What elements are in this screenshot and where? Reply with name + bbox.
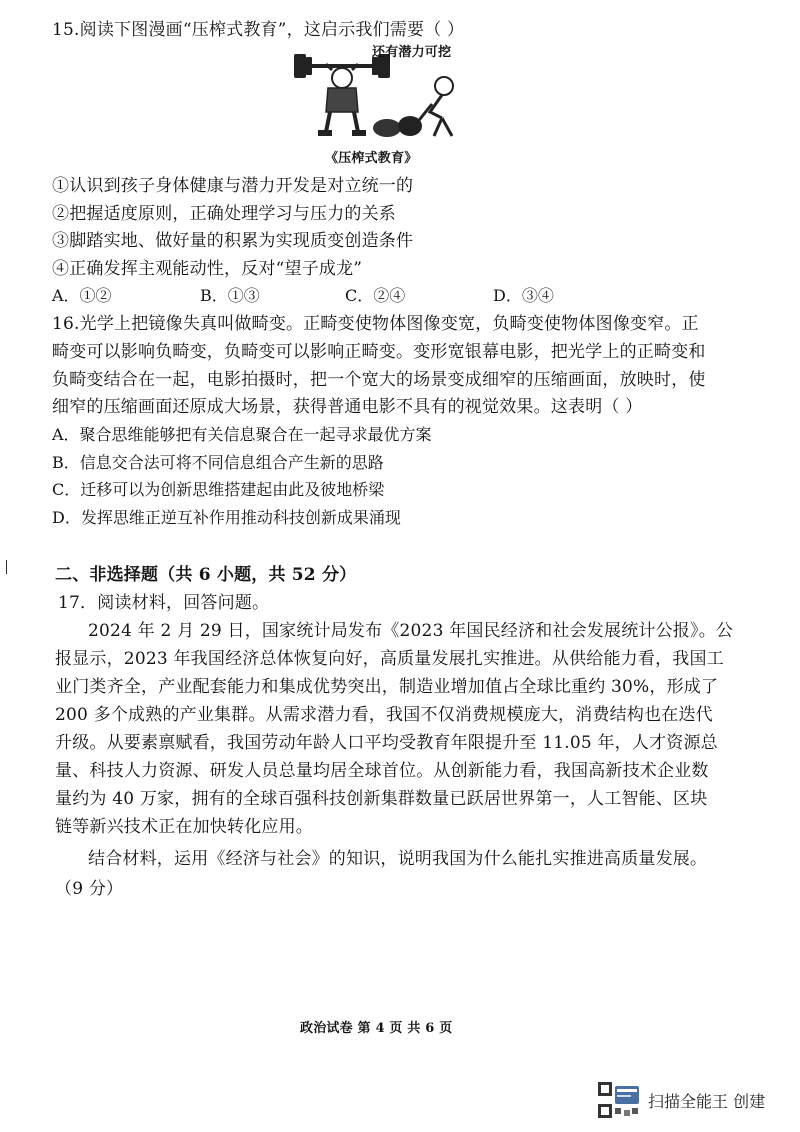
q15-option-a: A．①② (52, 286, 112, 305)
q15-statement-1: ①认识到孩子身体健康与潜力开发是对立统一的 (52, 176, 414, 196)
q16-stem-line-1: 16.光学上把镜像失真叫做畸变。正畸变使物体图像变宽，负畸变使物体图像变窄。正 (52, 314, 699, 334)
section-heading: 二、非选择题（共 6 小题，共 52 分） (55, 565, 357, 585)
q17-question-line-2: （9 分） (55, 879, 124, 899)
q17-material-line-6: 量、科技人力资源、研发人员总量均居全球首位。从创新能力看，我国高新技术企业数 (55, 761, 709, 781)
q16-stem-line-3: 负畸变结合在一起，电影拍摄时，把一个宽大的场景变成细窄的压缩画面，放映时，使 (52, 370, 706, 390)
q16-stem-line-4: 细窄的压缩画面还原成大场景，获得普通电影不具有的视觉效果。这表明（ ） (52, 397, 643, 417)
q15-statement-4: ④正确发挥主观能动性，反对“望子成龙” (52, 259, 363, 279)
q17-material-line-3: 业门类齐全，产业配套能力和集成优势突出，制造业增加值占全球比重约 30%，形成了 (55, 677, 719, 697)
scanner-logo-icon (598, 1082, 640, 1120)
q15-option-d: D．③④ (493, 286, 554, 305)
q15-statement-3: ③脚踏实地、做好量的积累为实现质变创造条件 (52, 231, 414, 251)
q17-question-line-1: 结合材料，运用《经济与社会》的知识，说明我国为什么能扎实推进高质量发展。 (88, 849, 708, 869)
page-footer: 政治试卷 第 4 页 共 6 页 (300, 1021, 453, 1036)
q17-material-line-4: 200 多个成熟的产业集群。从需求潜力看，我国不仅消费规模庞大，消费结构也在迭代 (55, 705, 713, 725)
cartoon-speech-text: 还有潜力可挖 (372, 45, 452, 60)
cartoon-caption: 《压榨式教育》 (325, 151, 418, 166)
scanner-watermark-text: 扫描全能王 创建 (648, 1092, 766, 1111)
q15-stem: 15.阅读下图漫画“压榨式教育”，这启示我们需要（ ） (52, 20, 465, 40)
q17-material-line-2: 报显示，2023 年我国经济总体恢复向好，高质量发展扎实推进。从供给能力看，我国工 (55, 649, 724, 669)
q17-material-line-7: 量约为 40 万家，拥有的全球百强科技创新集群数量已跃居世界第一，人工智能、区块 (55, 789, 708, 809)
q17-material-line-8: 链等新兴技术正在加快转化应用。 (55, 817, 313, 837)
q16-option-b: B．信息交合法可将不同信息组合产生新的思路 (52, 453, 384, 472)
q17-material-line-5: 升级。从要素禀赋看，我国劳动年龄人口平均受教育年限提升至 11.05 年，人才资源总 (55, 733, 718, 753)
q16-stem-line-2: 畸变可以影响负畸变，负畸变可以影响正畸变。变形宽银幕电影，把光学上的正畸变和 (52, 342, 706, 362)
q16-option-d: D．发挥思维正逆互补作用推动科技创新成果涌现 (52, 508, 401, 527)
q17-stem: 17．阅读材料，回答问题。 (58, 593, 270, 613)
margin-mark (6, 560, 7, 574)
q16-option-a: A．聚合思维能够把有关信息聚合在一起寻求最优方案 (52, 425, 432, 444)
q15-option-b: B．①③ (200, 286, 260, 305)
q16-option-c: C．迁移可以为创新思维搭建起由此及彼地桥梁 (52, 480, 385, 499)
q17-material-line-1: 2024 年 2 月 29 日，国家统计局发布《2023 年国民经济和社会发展统计公报》。公 (88, 621, 734, 641)
q15-statement-2: ②把握适度原则，正确处理学习与压力的关系 (52, 204, 396, 224)
q15-option-c: C．②④ (345, 286, 406, 305)
